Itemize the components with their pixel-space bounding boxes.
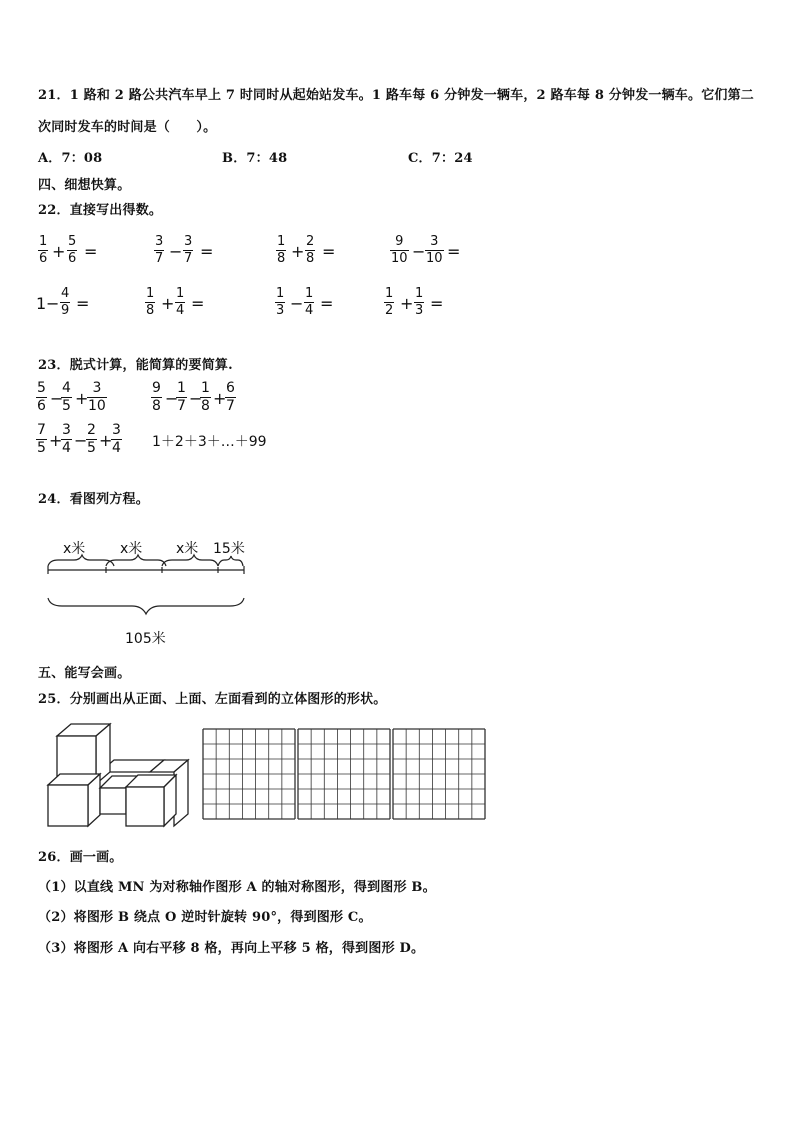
fraction: $\frac{9}{10}$: [391, 234, 408, 266]
fraction: $\frac{1}{7}$: [177, 380, 186, 414]
equals: =: [84, 242, 98, 261]
drawing-grid-3[interactable]: [392, 728, 486, 820]
cube-side-face: [96, 724, 110, 784]
drawing-grid-1[interactable]: [202, 728, 296, 820]
equals: =: [447, 242, 461, 261]
q21-text-line2: 次同时发车的时间是（ ）。: [38, 120, 217, 135]
q21-option-b: B．7：48: [222, 151, 288, 166]
fraction: $\frac{4}{5}$: [62, 380, 71, 414]
q23-expression-4: 1＋2＋3＋…＋99: [152, 434, 267, 450]
section-5-heading: 五、能写会画。: [38, 666, 131, 681]
section-4-heading: 四、细想快算。: [38, 178, 131, 193]
bottom-brace: [48, 598, 244, 614]
operator: −: [165, 389, 179, 408]
operator: +: [400, 294, 414, 313]
fraction: $\frac{6}{7}$: [226, 380, 235, 414]
equals: =: [200, 242, 214, 261]
fraction: $\frac{1}{2}$: [385, 286, 394, 318]
q26-item-3: （3）将图形 A 向右平移 8 格，再向上平移 5 格，得到图形 D。: [38, 941, 425, 956]
segment-label-3: x米: [176, 541, 199, 557]
q23-title: 23．脱式计算，能简算的要简算.: [38, 358, 233, 373]
fraction: $\frac{9}{8}$: [152, 380, 161, 414]
fraction: $\frac{1}{6}$: [39, 234, 48, 266]
fraction: $\frac{3}{4}$: [62, 422, 71, 456]
q26-title: 26．画一画。: [38, 850, 123, 865]
fraction: $\frac{3}{7}$: [155, 234, 164, 266]
equals: =: [320, 294, 334, 313]
total-length-label: 105米: [125, 631, 166, 647]
cube-front-face: [57, 736, 96, 776]
operator: +: [161, 294, 175, 313]
operator: −: [50, 389, 64, 408]
fraction: $\frac{3}{4}$: [112, 422, 121, 456]
operator: −: [290, 294, 304, 313]
operator: +: [75, 389, 89, 408]
q22-title: 22．直接写出得数。: [38, 203, 163, 218]
fraction: $\frac{1}{3}$: [415, 286, 424, 318]
operator: +: [291, 242, 305, 261]
fraction: $\frac{7}{5}$: [37, 422, 46, 456]
operator: −: [169, 242, 183, 261]
operator: +: [52, 242, 66, 261]
cube-side-face: [88, 774, 100, 826]
segment-label-1: x米: [63, 541, 86, 557]
fraction: $\frac{3}{7}$: [184, 234, 193, 266]
fraction: $\frac{1}{8}$: [201, 380, 210, 414]
fraction: $\frac{2}{5}$: [87, 422, 96, 456]
fraction: $\frac{4}{9}$: [61, 286, 70, 318]
whole-number: 1: [36, 294, 47, 313]
q21-text-line1: 21．1 路和 2 路公共汽车早上 7 时同时从起始站发车。1 路车每 6 分钟发一辆车，2 路车每 8 分钟发一辆车。它们第二: [38, 88, 754, 103]
fraction: $\frac{1}{4}$: [176, 286, 185, 318]
q26-item-1: （1）以直线 MN 为对称轴作图形 A 的轴对称图形，得到图形 B。: [38, 880, 436, 895]
fraction: $\frac{2}{8}$: [306, 234, 315, 266]
cube-top-face: [150, 760, 188, 772]
cube-front-face: [100, 788, 126, 814]
q26-item-2: （2）将图形 B 绕点 O 逆时针旋转 90°，得到图形 C。: [38, 910, 372, 925]
equals: =: [76, 294, 90, 313]
cube-top-face: [126, 775, 176, 787]
q21-option-a: A．7：08: [38, 151, 103, 166]
cube-side-face: [164, 775, 176, 826]
operator: +: [49, 431, 63, 450]
operator: −: [46, 294, 60, 313]
segment-label-4: 15米: [213, 541, 245, 557]
cube-top-face: [100, 776, 138, 788]
cube-top-face: [57, 724, 110, 736]
equals: =: [191, 294, 205, 313]
fraction: $\frac{5}{6}$: [68, 234, 77, 266]
fraction: $\frac{1}{8}$: [277, 234, 286, 266]
cube-front-face: [126, 787, 164, 826]
operator: +: [213, 389, 227, 408]
cube-top-face: [48, 774, 100, 785]
fraction: $\frac{1}{3}$: [276, 286, 285, 318]
cube-front-face: [48, 785, 88, 826]
operator: +: [99, 431, 113, 450]
q21-option-c: C．7：24: [408, 151, 473, 166]
q24-title: 24．看图列方程。: [38, 492, 149, 507]
fraction: $\frac{5}{6}$: [37, 380, 46, 414]
fraction: $\frac{1}{4}$: [305, 286, 314, 318]
fraction: $\frac{3}{10}$: [88, 380, 106, 414]
cube-top-face: [100, 760, 164, 772]
segment-label-2: x米: [120, 541, 143, 557]
drawing-grid-2[interactable]: [297, 728, 391, 820]
operator: −: [74, 431, 88, 450]
cube-side-face: [174, 760, 188, 826]
equals: =: [430, 294, 444, 313]
q25-title: 25．分别画出从正面、上面、左面看到的立体图形的形状。: [38, 692, 387, 707]
operator: −: [412, 242, 426, 261]
equals: =: [322, 242, 336, 261]
fraction: $\frac{3}{10}$: [426, 234, 443, 266]
fraction: $\frac{1}{8}$: [146, 286, 155, 318]
operator: −: [189, 389, 203, 408]
